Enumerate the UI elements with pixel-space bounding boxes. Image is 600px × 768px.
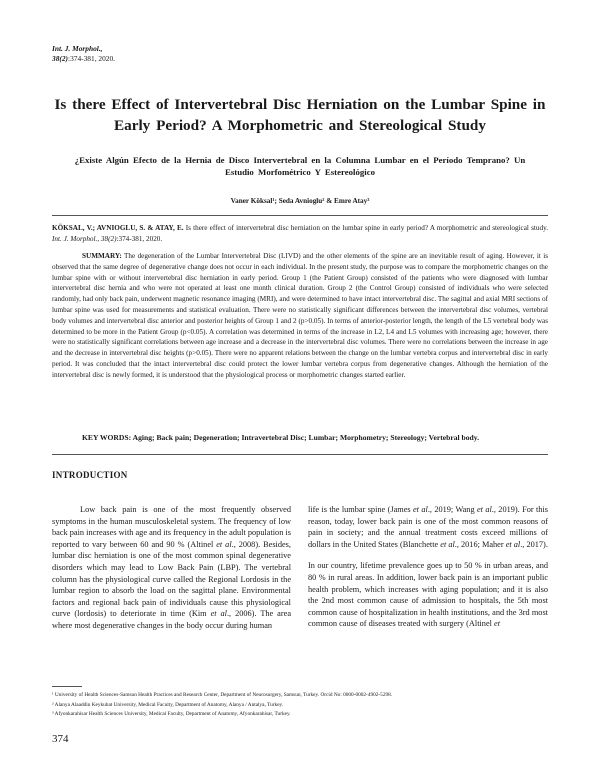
article-subtitle: ¿Existe Algún Efecto de la Hernia de Disco Intervertebral en la Columna Lumbar en el Período Temprano? Un Estudio Morfométrico Y Estereológico (74, 155, 526, 177)
body-text: ., 2019; Wang (427, 505, 477, 514)
et-al: et (494, 619, 501, 629)
citation-authors: KÖKSAL, V.; AVNIOGLU, S. & ATAY, E. (52, 224, 184, 232)
abstract-summary (52, 251, 548, 381)
page-number: 374 (52, 733, 69, 745)
body-text: ., 2006). The area where most degenerative changes in the body occur during human (52, 609, 291, 630)
citation-journal: Int. J. Morphol., 38(2) (52, 234, 117, 243)
citation (52, 223, 548, 244)
footnotes (52, 692, 548, 721)
body-text: life is the lumbar spine (James (308, 505, 413, 514)
journal-header (52, 44, 115, 64)
body-text: Low back pain is one of the most frequently observed symptoms in the human musculoskeletal system. The frequency of low back pain increases with age and its frequency in the adult population is reported to vary between 60 and 90 % (Altinel (52, 505, 291, 549)
section-heading: INTRODUCTION (52, 470, 128, 480)
journal-volume: 38(2) (52, 54, 69, 63)
paragraph (308, 560, 548, 630)
et-al: et al (505, 539, 521, 549)
body-text: ., 2017). (520, 539, 548, 549)
footnote-2: ² Alanya Alaaddin Keykubat University, Medical Faculty, Department of Anatomy, Alanya / Antalya, Turkey. (52, 701, 284, 708)
body-text: ., 2008). Besides, lumbar disc herniation is one of the most common spinal degenerative disorders which may lead to Low Back Pain (LBP). The vertebral column has the physiological curve called the Regional Lordosis in the lumbar region to absorb the load on the sagittal plane. Environmental factors and regional back pain of individuals cause this physiological curve (lordosis) to deteriorate in time (Kim (52, 539, 291, 619)
et-al: et al (440, 539, 455, 549)
divider-top (52, 215, 548, 216)
et-al: et al (216, 539, 232, 549)
body-column-right (308, 504, 548, 630)
divider-bottom (52, 454, 548, 455)
body-text: ., 2016; Maher (454, 539, 506, 549)
body-text: In our country, lifetime prevalence goes up to 50 % in urban areas, and 80 % in rural areas. In addition, lower back pain is an important public health problem, which increases with aging population; and it is also the 2nd most common cause of admission to hospitals, the 5th most common cause of hospitalization in health institutions, and the 3rd most common cause of diseases treated with surgery (Altinel (308, 561, 548, 629)
article-title: Is there Effect of Intervertebral Disc Herniation on the Lumbar Spine in Early Period? A Morphometric and Stereological Study (54, 96, 546, 134)
citation-text: Is there effect of intervertebral disc herniation on the lumbar spine in early period? A morphometric and stereological study. (183, 224, 548, 232)
et-al: et al (413, 505, 428, 514)
summary-text: The degeneration of the Lumbar Intervertebral Disc (LIVD) and the other elements of the spine are an inevitable result of aging. However, it is observed that the same degree of degenerative change does not occur in each individual. In the present study, the purpose was to compare the morphometric changes on the lumbar spine with or without intervertebral disc herniation in early period. Group 1 (the Patient Group) consisted of the patients who were diagnosed with lumbar intervertebral disc hernia and who were not operated at least one month clinical duration. Group 2 (the Control Group) consisted of individuals who were selected randomly, had only back pain, underwent magnetic resonance imaging (MRI), and were determined to have intact intervertebral disc. The sagittal and axial MRI sections of lumbar spine was used for measurements and statistical evaluation. There were no statistically significant differences between the intervertebral disc volumes, vertebral body volumes and intervertebral disc anterior and posterior heights of Group 1 and 2 (p>0.05). In terms of anterior-posterior length, the length of the L5 vertebral body was determined to be more in the Patient Group (p<0.05). A correlation was determined in terms of the increase in L2, L4 and L5 volumes with increasing age; however, there were no statistically significant correlations between age increase and a decrease in the intervertebral disc volumes. There were no correlations between the increase in age and the decrease in intervertebral disc heights (p>0.05). There were no apparent relations between the change on the lumbar vertebra corpus and intervertebral disc in early period. It was concluded that the intact intervertebral disc could protect the lower lumbar vertebra corpus from degenerative changes. Although the herniation of the intervertebral disc is newly formed, it is understood that the physiological process or morphometric changes started earlier. (52, 252, 548, 379)
keywords: KEY WORDS: Aging; Back pain; Degeneration; Intravertebral Disc; Lumbar; Morphometry; Stereology; Vertebral body. (82, 433, 480, 442)
author-list: Vaner Köksal¹; Seda Avnioglu² & Emre Atay³ (230, 197, 370, 205)
body-column-left (52, 504, 291, 632)
journal-pages-year: :374-381, 2020. (68, 54, 116, 63)
paragraph (308, 504, 548, 550)
citation-pages: :374-381, 2020. (116, 234, 163, 243)
summary-label: SUMMARY: (82, 252, 122, 260)
et-al: et al (476, 505, 492, 514)
et-al: et al (210, 609, 227, 619)
journal-name: Int. J. Morphol., (52, 44, 103, 53)
footnote-3: ³ Afyonkarahisar Health Sciences University, Medical Faculty, Department of Anatomy, Afyonkarahisar, Turkey. (52, 711, 291, 718)
footnote-rule (52, 686, 82, 687)
body-text: ., 2019). For this reason, today, lower back pain is one of the most common reasons of pain in society; and the annual treatment costs exceed millions of dollars in the United States (Blanchette (308, 505, 548, 549)
footnote-1: ¹ University of Health Sciences-Samsun Health Practices and Research Center, Department of Neurosurgery, Samsun, Turkey. Orcid No: 0000-0002-4902-5298. (52, 692, 393, 698)
